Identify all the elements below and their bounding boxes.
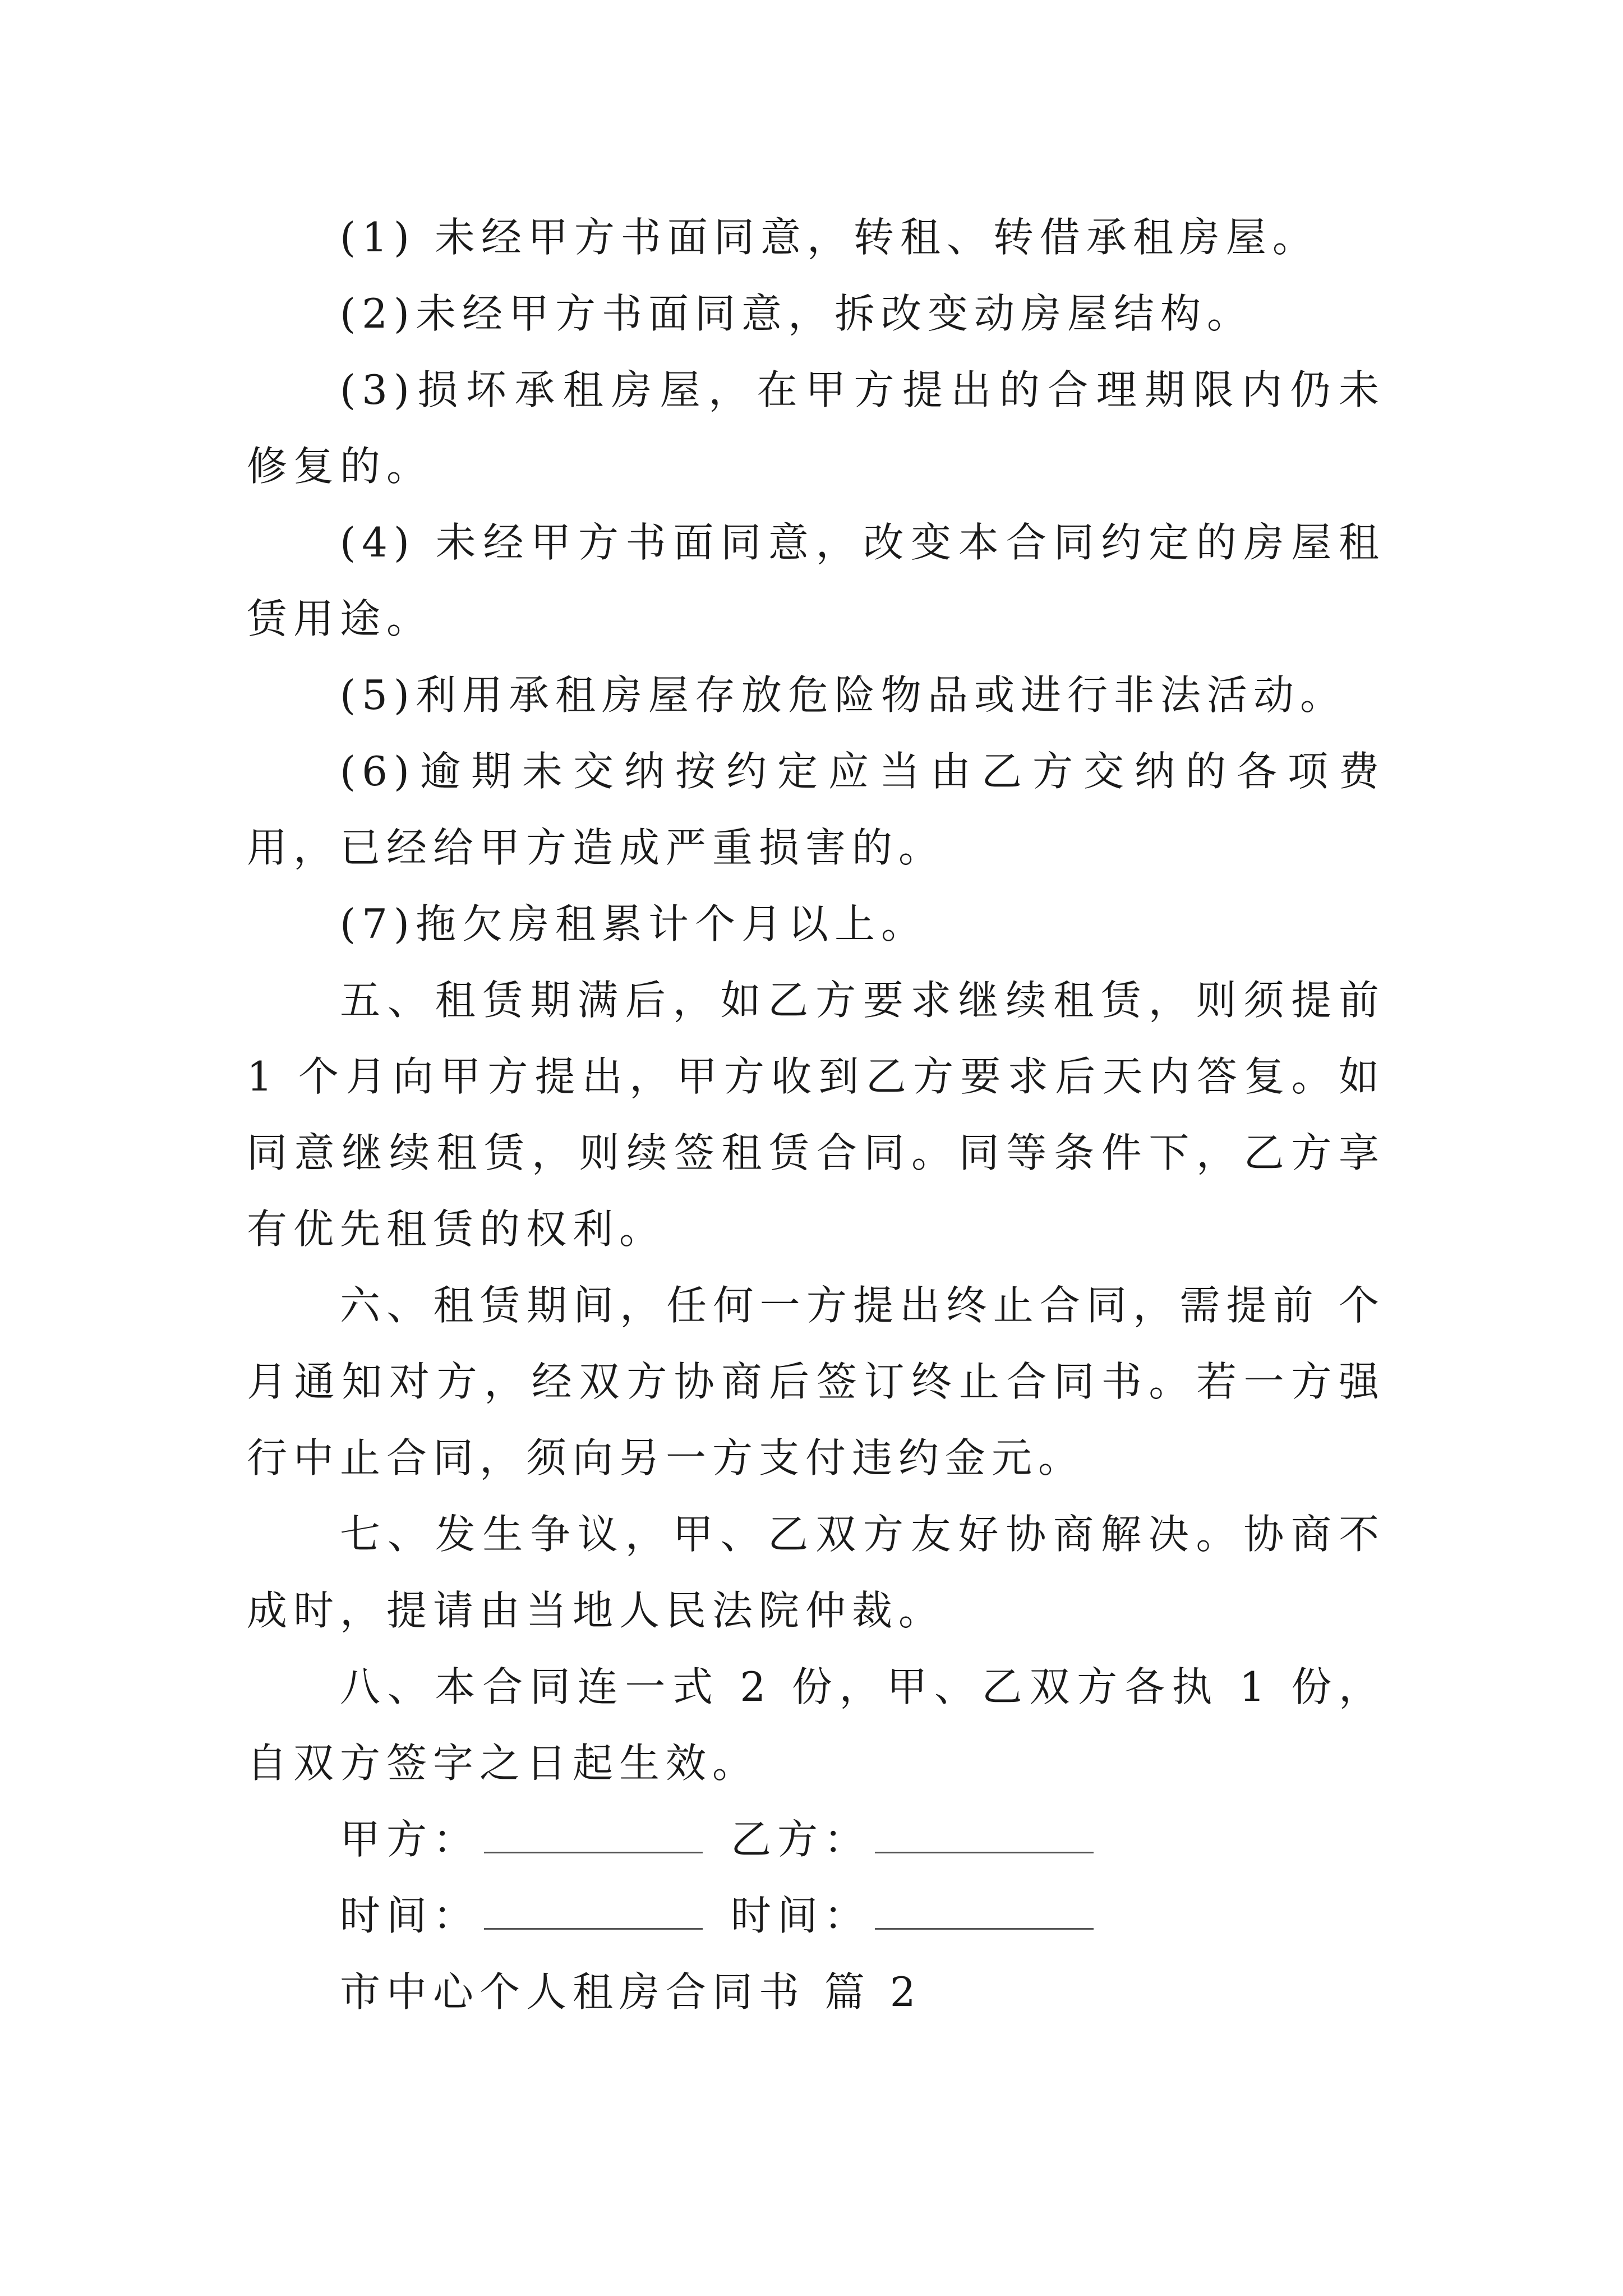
clause-4: (4) 未经甲方书面同意，改变本合同约定的房屋租赁用途。 xyxy=(247,519,1385,642)
article-8: 八、本合同连一式 2 份，甲、乙双方各执 1 份，自双方签字之日起生效。 xyxy=(247,1663,1385,1787)
party-b-label: 乙方： xyxy=(731,1816,871,1863)
signature-row-parties xyxy=(247,1801,1385,1878)
party-a-label: 甲方： xyxy=(340,1816,480,1863)
party-a-signature-blank xyxy=(484,1812,703,1853)
next-section-heading: 市中心个人租房合同书 篇 2 xyxy=(340,1968,922,2016)
clause-1: (1) 未经甲方书面同意，转租、转借承租房屋。 xyxy=(340,214,1319,261)
time-b-blank xyxy=(875,1889,1094,1930)
article-7: 七、发生争议，甲、乙双方友好协商解决。协商不成时，提请由当地人民法院仲裁。 xyxy=(247,1511,1385,1634)
clause-2: (2)未经甲方书面同意，拆改变动房屋结构。 xyxy=(340,290,1253,337)
clause-5: (5)利用承租房屋存放危险物品或进行非法活动。 xyxy=(340,671,1347,719)
article-5: 五、租赁期满后，如乙方要求继续租赁，则须提前 1 个月向甲方提出，甲方收到乙方要求后天内答复。如同意继续租赁，则续签租赁合同。同等条件下，乙方享有优先租赁的权利。 xyxy=(247,977,1385,1253)
time-b-label: 时间： xyxy=(731,1892,871,1939)
article-6: 六、租赁期间，任何一方提出终止合同，需提前 个月通知对方，经双方协商后签订终止合同书。若一方强行中止合同，须向另一方支付违约金元。 xyxy=(247,1282,1385,1481)
contract-body xyxy=(247,199,1385,2030)
time-a-blank xyxy=(484,1889,703,1930)
party-b-signature-blank xyxy=(875,1812,1094,1853)
clause-6: (6)逾期未交纳按约定应当由乙方交纳的各项费用，已经给甲方造成严重损害的。 xyxy=(247,748,1385,871)
clause-3: (3)损坏承租房屋，在甲方提出的合理期限内仍未修复的。 xyxy=(247,366,1385,490)
clause-7: (7)拖欠房租累计个月以上。 xyxy=(340,900,928,947)
time-a-label: 时间： xyxy=(340,1892,480,1939)
signature-row-dates xyxy=(247,1878,1385,1954)
